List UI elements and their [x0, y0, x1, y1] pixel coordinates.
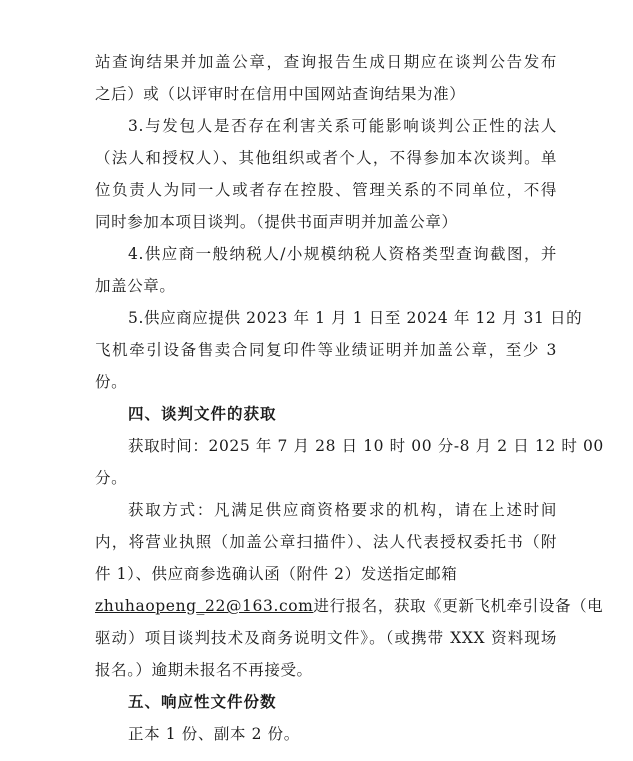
text-line: 份。 [95, 373, 128, 391]
text-segment: 进行报名，获取《更新飞机牵引设备（电 [313, 597, 604, 615]
text-line: 4.供应商一般纳税人/小规模纳税人资格类型查询截图，并 [128, 245, 557, 263]
text-line: 同时参加本项目谈判。（提供书面声明并加盖公章） [95, 213, 458, 231]
section-heading: 五、响应性文件份数 [128, 693, 277, 711]
text-line: 加盖公章。 [95, 277, 176, 295]
section-heading: 四、谈判文件的获取 [128, 405, 277, 423]
text-line: 获取方式：凡满足供应商资格要求的机构，请在上述时间 [128, 501, 557, 519]
text-line: 5.供应商应提供 2023 年 1 月 1 日至 2024 年 12 月 31 日的 [128, 309, 583, 327]
text-line: （法人和授权人）、其他组织或者个人，不得参加本次谈判。单 [95, 149, 557, 167]
text-line: 件 1）、供应商参选确认函（附件 2）发送指定邮箱 [95, 565, 458, 583]
text-line: 报名。）逾期未报名不再接受。 [95, 661, 313, 679]
text-line: 位负责人为同一人或者存在控股、管理关系的不同单位，不得 [95, 181, 557, 199]
email-address[interactable]: zhuhaopeng_22@163.com [95, 597, 314, 615]
document-page [95, 46, 604, 750]
text-line-with-email [95, 590, 604, 622]
text-line: 分。 [95, 469, 128, 487]
text-line: 驱动）项目谈判技术及商务说明文件》。（或携带 XXX 资料现场 [95, 629, 557, 647]
text-line: 获取时间：2025 年 7 月 28 日 10 时 00 分-8 月 2 日 12 时 00 [128, 437, 604, 455]
text-line: 之后）或（以评审时在信用中国网站查询结果为准） [95, 85, 466, 103]
text-line: 内，将营业执照（加盖公章扫描件）、法人代表授权委托书（附 [95, 533, 557, 551]
text-line: 飞机牵引设备售卖合同复印件等业绩证明并加盖公章，至少 3 [95, 341, 557, 359]
text-line: 正本 1 份、副本 2 份。 [128, 725, 300, 743]
text-line: 3.与发包人是否存在利害关系可能影响谈判公正性的法人 [128, 117, 557, 135]
text-line: 站查询结果并加盖公章，查询报告生成日期应在谈判公告发布 [95, 53, 557, 71]
